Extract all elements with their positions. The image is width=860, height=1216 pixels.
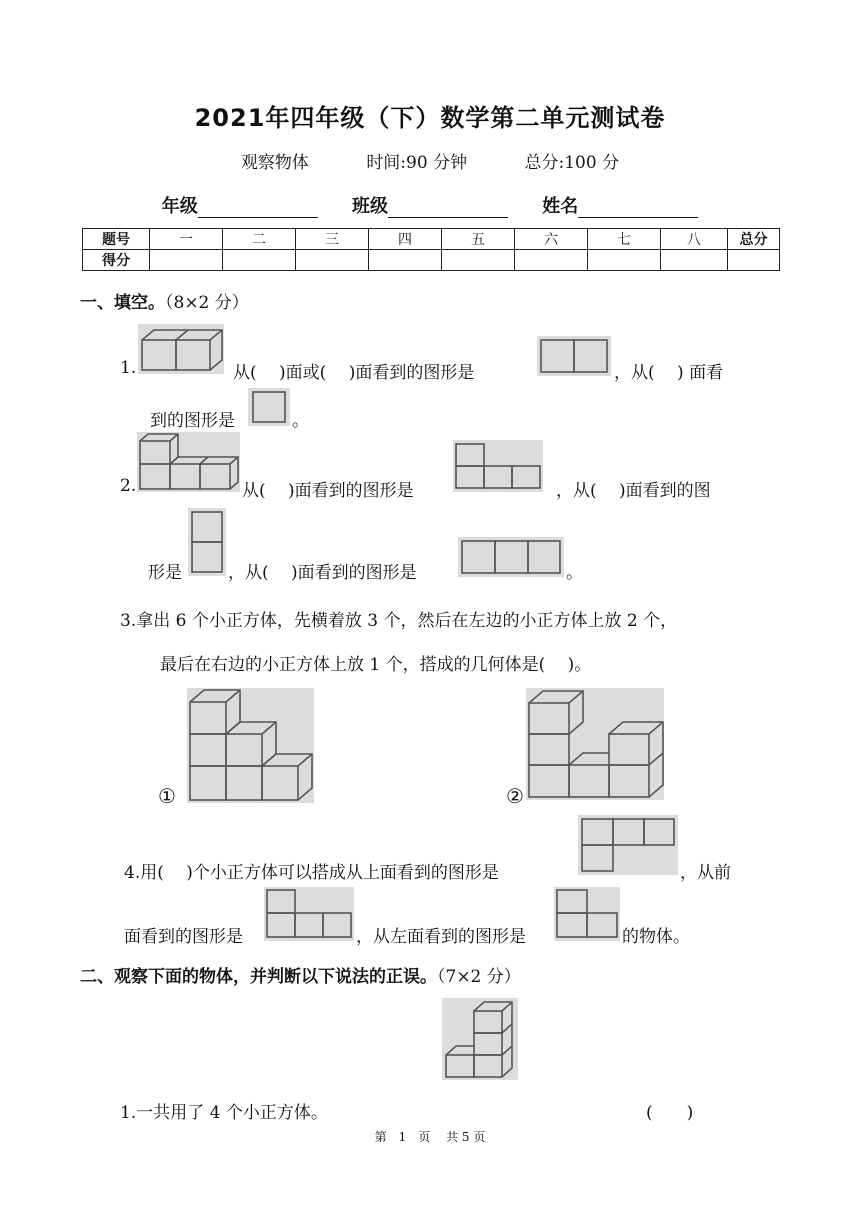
section-heading bbox=[80, 288, 249, 313]
q3-line2: 最后在右边的小正方体上放 1 个，搭成的几何体是( )。 bbox=[160, 655, 592, 675]
q4-left-view-image bbox=[554, 887, 620, 941]
student-info bbox=[0, 192, 860, 218]
q2-text-b: ，从( )面看到的图 bbox=[556, 481, 711, 501]
score-table-header-row bbox=[83, 229, 780, 250]
name-blank bbox=[578, 197, 698, 218]
q4-front-view-image bbox=[264, 887, 354, 941]
q1-text-c: 到的图形是 bbox=[150, 411, 235, 431]
score-cell[interactable] bbox=[661, 250, 728, 271]
grade-blank bbox=[198, 197, 318, 218]
class-blank bbox=[388, 197, 508, 218]
score-cell[interactable] bbox=[728, 250, 780, 271]
score-header-cell: 八 bbox=[661, 229, 728, 250]
score-header-cell: 七 bbox=[588, 229, 661, 250]
footer-page-number: 第 1 页 bbox=[374, 1130, 431, 1144]
two-squares-icon bbox=[537, 336, 611, 376]
score-cell[interactable] bbox=[150, 250, 223, 271]
two-cubes-icon bbox=[138, 324, 224, 374]
section2-points: （7×2 分） bbox=[437, 967, 521, 987]
score-table-score-row bbox=[83, 250, 780, 271]
vertical-two-squares-icon bbox=[188, 508, 226, 576]
q3-option-1-image bbox=[187, 688, 314, 803]
q4-top-view-image bbox=[578, 815, 678, 875]
q2-text-d: ，从( )面看到的图形是 bbox=[228, 563, 417, 583]
q2-text-e: 。 bbox=[566, 563, 583, 583]
q2-number: 2. bbox=[120, 476, 137, 496]
cube-structure-b-icon bbox=[526, 688, 664, 800]
top-view-squares-icon bbox=[578, 815, 678, 875]
section-heading bbox=[80, 962, 521, 987]
q1-number: 1. bbox=[120, 358, 137, 378]
class-label: 班级 bbox=[352, 196, 388, 217]
score-header-cell: 六 bbox=[515, 229, 588, 250]
q2-top-view-image bbox=[458, 537, 564, 577]
cube-stack-icon bbox=[442, 998, 518, 1080]
exam-topic: 观察物体 bbox=[240, 153, 309, 173]
score-cell[interactable] bbox=[442, 250, 515, 271]
q1-text-b: ，从( ) 面看 bbox=[614, 363, 724, 383]
exam-total: 总分:100 分 bbox=[524, 153, 620, 173]
score-header-cell: 四 bbox=[369, 229, 442, 250]
q2-side-view-image bbox=[188, 508, 226, 576]
q4-text-b: ，从前 bbox=[680, 863, 731, 883]
score-header-cell: 一 bbox=[150, 229, 223, 250]
score-header-cell: 题号 bbox=[83, 229, 150, 250]
score-header-cell: 五 bbox=[442, 229, 515, 250]
q1-side-view-image bbox=[248, 388, 290, 426]
score-header-cell: 三 bbox=[296, 229, 369, 250]
exam-time: 时间:90 分钟 bbox=[366, 153, 468, 173]
page-title: 2021年四年级（下）数学第二单元测试卷 bbox=[194, 104, 666, 132]
q2-text-a: 从( )面看到的图形是 bbox=[242, 481, 414, 501]
q1-text-a: 从( )面或( )面看到的图形是 bbox=[233, 363, 475, 383]
section2-cubes-image bbox=[442, 998, 518, 1080]
l-view-squares-icon bbox=[453, 440, 543, 492]
score-header-cell: 总分 bbox=[728, 229, 780, 250]
score-row-label: 得分 bbox=[83, 250, 150, 271]
score-cell[interactable] bbox=[369, 250, 442, 271]
q4-text-c: 面看到的图形是 bbox=[124, 927, 243, 947]
q3-line1: 3.拿出 6 个小正方体，先横着放 3 个，然后在左边的小正方体上放 2 个， bbox=[120, 611, 678, 631]
q2-cubes-image bbox=[137, 432, 240, 492]
cube-structure-a-icon bbox=[187, 688, 314, 803]
section1-heading: 一、填空。 bbox=[80, 293, 165, 313]
q3-option-1-label: ① bbox=[158, 784, 176, 808]
score-header-cell: 二 bbox=[223, 229, 296, 250]
exam-subtitle bbox=[0, 148, 860, 173]
score-table bbox=[82, 228, 780, 271]
q1-front-view-image bbox=[537, 336, 611, 376]
q4-text-e: 的物体。 bbox=[622, 927, 690, 947]
left-view-squares-icon bbox=[554, 887, 620, 941]
q4-text-a: 4.用( )个小正方体可以搭成从上面看到的图形是 bbox=[124, 863, 499, 883]
q3-option-2-image bbox=[526, 688, 664, 800]
score-cell[interactable] bbox=[515, 250, 588, 271]
q2-front-view-image bbox=[453, 440, 543, 492]
footer-total-pages: 共 5 页 bbox=[446, 1130, 486, 1144]
q3-option-2-label: ② bbox=[506, 784, 524, 808]
l-shaped-cubes-icon bbox=[137, 432, 240, 492]
score-cell[interactable] bbox=[296, 250, 369, 271]
name-label: 姓名 bbox=[542, 196, 579, 217]
q2-text-c: 形是 bbox=[148, 563, 182, 583]
section1-points: （8×2 分） bbox=[165, 293, 249, 313]
single-square-icon bbox=[248, 388, 290, 426]
score-cell[interactable] bbox=[223, 250, 296, 271]
page-footer bbox=[0, 1128, 860, 1145]
q4-text-d: ，从左面看到的图形是 bbox=[356, 927, 526, 947]
grade-label: 年级 bbox=[161, 196, 198, 217]
s2-q1-text: 1.一共用了 4 个小正方体。 bbox=[120, 1103, 328, 1123]
q1-cubes-image bbox=[138, 324, 224, 374]
three-squares-icon bbox=[458, 537, 564, 577]
front-view-squares-icon bbox=[264, 887, 354, 941]
score-cell[interactable] bbox=[588, 250, 661, 271]
q1-text-d: 。 bbox=[292, 411, 309, 431]
section2-heading: 二、观察下面的物体，并判断以下说法的正误。 bbox=[80, 967, 437, 987]
s2-q1-answer-paren[interactable]: ( ) bbox=[646, 1103, 694, 1123]
